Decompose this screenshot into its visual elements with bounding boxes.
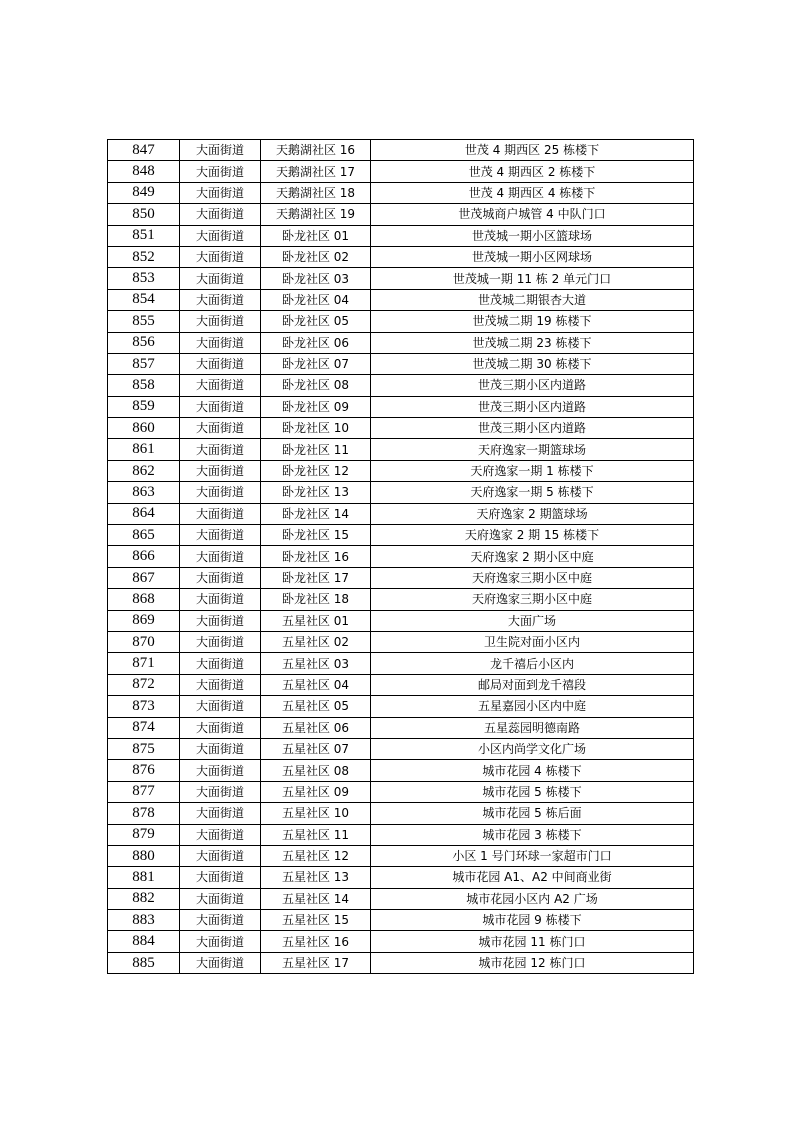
street-cell: 大面街道 [180,140,261,161]
row-number-cell: 866 [108,546,180,567]
community-cell: 五星社区 14 [261,888,371,909]
location-cell: 天府逸家一期 5 栋楼下 [371,482,694,503]
table-row [108,439,694,460]
table-row [108,182,694,203]
row-number-cell: 872 [108,674,180,695]
table-row [108,396,694,417]
table-row [108,845,694,866]
row-number-cell: 858 [108,375,180,396]
row-number-cell: 867 [108,567,180,588]
street-cell: 大面街道 [180,289,261,310]
row-number-cell: 860 [108,418,180,439]
street-cell: 大面街道 [180,610,261,631]
table-row [108,161,694,182]
community-cell: 五星社区 13 [261,867,371,888]
table-row [108,353,694,374]
row-number-cell: 876 [108,760,180,781]
location-cell: 城市花园 A1、A2 中间商业街 [371,867,694,888]
row-number-cell: 852 [108,246,180,267]
street-cell: 大面街道 [180,332,261,353]
street-cell: 大面街道 [180,738,261,759]
location-cell: 世茂城二期 30 栋楼下 [371,353,694,374]
table-row [108,332,694,353]
table-row [108,225,694,246]
location-cell: 城市花园 5 栋后面 [371,803,694,824]
table-row [108,631,694,652]
street-cell: 大面街道 [180,781,261,802]
community-cell: 天鹅湖社区 19 [261,204,371,225]
street-cell: 大面街道 [180,760,261,781]
street-cell: 大面街道 [180,525,261,546]
community-cell: 五星社区 06 [261,717,371,738]
community-cell: 天鹅湖社区 17 [261,161,371,182]
row-number-cell: 847 [108,140,180,161]
location-cell: 世茂 4 期西区 2 栋楼下 [371,161,694,182]
location-cell: 卫生院对面小区内 [371,631,694,652]
table-row [108,482,694,503]
location-cell: 城市花园小区内 A2 广场 [371,888,694,909]
table-row [108,567,694,588]
community-cell: 天鹅湖社区 18 [261,182,371,203]
community-cell: 五星社区 12 [261,845,371,866]
table-row [108,460,694,481]
table-row [108,781,694,802]
location-cell: 天府逸家一期 1 栋楼下 [371,460,694,481]
location-cell: 世茂 4 期西区 4 栋楼下 [371,182,694,203]
street-cell: 大面街道 [180,589,261,610]
street-cell: 大面街道 [180,674,261,695]
community-cell: 五星社区 08 [261,760,371,781]
street-cell: 大面街道 [180,439,261,460]
location-cell: 天府逸家 2 期小区中庭 [371,546,694,567]
table-row [108,824,694,845]
street-cell: 大面街道 [180,246,261,267]
row-number-cell: 875 [108,738,180,759]
community-cell: 五星社区 03 [261,653,371,674]
location-cell: 天府逸家 2 期 15 栋楼下 [371,525,694,546]
location-cell: 世茂 4 期西区 25 栋楼下 [371,140,694,161]
location-cell: 大面广场 [371,610,694,631]
row-number-cell: 871 [108,653,180,674]
table-row [108,289,694,310]
street-cell: 大面街道 [180,803,261,824]
location-cell: 世茂城商户城管 4 中队门口 [371,204,694,225]
table-row [108,760,694,781]
table-row [108,311,694,332]
table-row [108,803,694,824]
location-cell: 小区内尚学文化广场 [371,738,694,759]
location-cell: 天府逸家三期小区中庭 [371,567,694,588]
community-cell: 卧龙社区 08 [261,375,371,396]
street-cell: 大面街道 [180,225,261,246]
location-cell: 城市花园 5 栋楼下 [371,781,694,802]
street-cell: 大面街道 [180,375,261,396]
location-table-body [108,140,694,974]
row-number-cell: 861 [108,439,180,460]
street-cell: 大面街道 [180,867,261,888]
table-row [108,418,694,439]
street-cell: 大面街道 [180,182,261,203]
location-cell: 城市花园 9 栋楼下 [371,910,694,931]
street-cell: 大面街道 [180,631,261,652]
community-cell: 卧龙社区 06 [261,332,371,353]
community-cell: 卧龙社区 05 [261,311,371,332]
row-number-cell: 865 [108,525,180,546]
community-cell: 五星社区 11 [261,824,371,845]
street-cell: 大面街道 [180,460,261,481]
row-number-cell: 849 [108,182,180,203]
street-cell: 大面街道 [180,952,261,973]
community-cell: 五星社区 17 [261,952,371,973]
location-cell: 邮局对面到龙千禧段 [371,674,694,695]
community-cell: 卧龙社区 01 [261,225,371,246]
row-number-cell: 882 [108,888,180,909]
location-cell: 龙千禧后小区内 [371,653,694,674]
community-cell: 五星社区 07 [261,738,371,759]
row-number-cell: 856 [108,332,180,353]
row-number-cell: 880 [108,845,180,866]
location-cell: 天府逸家 2 期篮球场 [371,503,694,524]
location-cell: 五星嘉园小区内中庭 [371,696,694,717]
row-number-cell: 884 [108,931,180,952]
location-cell: 城市花园 12 栋门口 [371,952,694,973]
community-cell: 五星社区 09 [261,781,371,802]
table-row [108,931,694,952]
community-cell: 卧龙社区 15 [261,525,371,546]
row-number-cell: 864 [108,503,180,524]
table-row [108,888,694,909]
location-cell: 城市花园 11 栋门口 [371,931,694,952]
table-row [108,867,694,888]
community-cell: 五星社区 15 [261,910,371,931]
location-cell: 城市花园 3 栋楼下 [371,824,694,845]
street-cell: 大面街道 [180,204,261,225]
community-cell: 五星社区 01 [261,610,371,631]
table-row [108,910,694,931]
street-cell: 大面街道 [180,418,261,439]
location-cell: 世茂城一期小区篮球场 [371,225,694,246]
street-cell: 大面街道 [180,161,261,182]
community-cell: 卧龙社区 18 [261,589,371,610]
row-number-cell: 850 [108,204,180,225]
table-row [108,546,694,567]
community-cell: 卧龙社区 16 [261,546,371,567]
row-number-cell: 873 [108,696,180,717]
row-number-cell: 874 [108,717,180,738]
community-cell: 五星社区 04 [261,674,371,695]
location-cell: 世茂城一期小区网球场 [371,246,694,267]
table-row [108,653,694,674]
row-number-cell: 879 [108,824,180,845]
street-cell: 大面街道 [180,396,261,417]
location-cell: 五星蕊园明德南路 [371,717,694,738]
row-number-cell: 883 [108,910,180,931]
location-cell: 世茂城一期 11 栋 2 单元门口 [371,268,694,289]
street-cell: 大面街道 [180,931,261,952]
table-row [108,204,694,225]
location-cell: 小区 1 号门环球一家超市门口 [371,845,694,866]
community-cell: 卧龙社区 09 [261,396,371,417]
location-cell: 世茂三期小区内道路 [371,418,694,439]
location-cell: 城市花园 4 栋楼下 [371,760,694,781]
row-number-cell: 878 [108,803,180,824]
row-number-cell: 854 [108,289,180,310]
location-cell: 天府逸家三期小区中庭 [371,589,694,610]
row-number-cell: 881 [108,867,180,888]
community-cell: 卧龙社区 14 [261,503,371,524]
table-row [108,610,694,631]
community-cell: 卧龙社区 17 [261,567,371,588]
table-row [108,952,694,973]
row-number-cell: 868 [108,589,180,610]
row-number-cell: 870 [108,631,180,652]
community-cell: 卧龙社区 02 [261,246,371,267]
street-cell: 大面街道 [180,717,261,738]
location-table [107,139,694,974]
street-cell: 大面街道 [180,311,261,332]
street-cell: 大面街道 [180,567,261,588]
community-cell: 卧龙社区 13 [261,482,371,503]
location-cell: 世茂三期小区内道路 [371,375,694,396]
street-cell: 大面街道 [180,353,261,374]
community-cell: 天鹅湖社区 16 [261,140,371,161]
row-number-cell: 859 [108,396,180,417]
row-number-cell: 853 [108,268,180,289]
street-cell: 大面街道 [180,503,261,524]
street-cell: 大面街道 [180,824,261,845]
table-row [108,140,694,161]
row-number-cell: 862 [108,460,180,481]
location-cell: 世茂城二期银杏大道 [371,289,694,310]
street-cell: 大面街道 [180,845,261,866]
location-cell: 世茂城二期 19 栋楼下 [371,311,694,332]
community-cell: 卧龙社区 11 [261,439,371,460]
location-cell: 世茂三期小区内道路 [371,396,694,417]
row-number-cell: 863 [108,482,180,503]
row-number-cell: 851 [108,225,180,246]
community-cell: 卧龙社区 03 [261,268,371,289]
community-cell: 卧龙社区 07 [261,353,371,374]
location-cell: 天府逸家一期篮球场 [371,439,694,460]
table-row [108,503,694,524]
table-row [108,696,694,717]
table-row [108,246,694,267]
street-cell: 大面街道 [180,888,261,909]
community-cell: 卧龙社区 10 [261,418,371,439]
community-cell: 五星社区 05 [261,696,371,717]
row-number-cell: 869 [108,610,180,631]
table-row [108,738,694,759]
row-number-cell: 885 [108,952,180,973]
community-cell: 五星社区 02 [261,631,371,652]
row-number-cell: 855 [108,311,180,332]
location-cell: 世茂城二期 23 栋楼下 [371,332,694,353]
street-cell: 大面街道 [180,546,261,567]
street-cell: 大面街道 [180,653,261,674]
table-row [108,525,694,546]
table-row [108,717,694,738]
community-cell: 卧龙社区 04 [261,289,371,310]
row-number-cell: 877 [108,781,180,802]
row-number-cell: 857 [108,353,180,374]
street-cell: 大面街道 [180,268,261,289]
table-row [108,268,694,289]
table-row [108,589,694,610]
community-cell: 五星社区 10 [261,803,371,824]
row-number-cell: 848 [108,161,180,182]
street-cell: 大面街道 [180,482,261,503]
street-cell: 大面街道 [180,696,261,717]
community-cell: 卧龙社区 12 [261,460,371,481]
street-cell: 大面街道 [180,910,261,931]
community-cell: 五星社区 16 [261,931,371,952]
table-row [108,674,694,695]
table-row [108,375,694,396]
